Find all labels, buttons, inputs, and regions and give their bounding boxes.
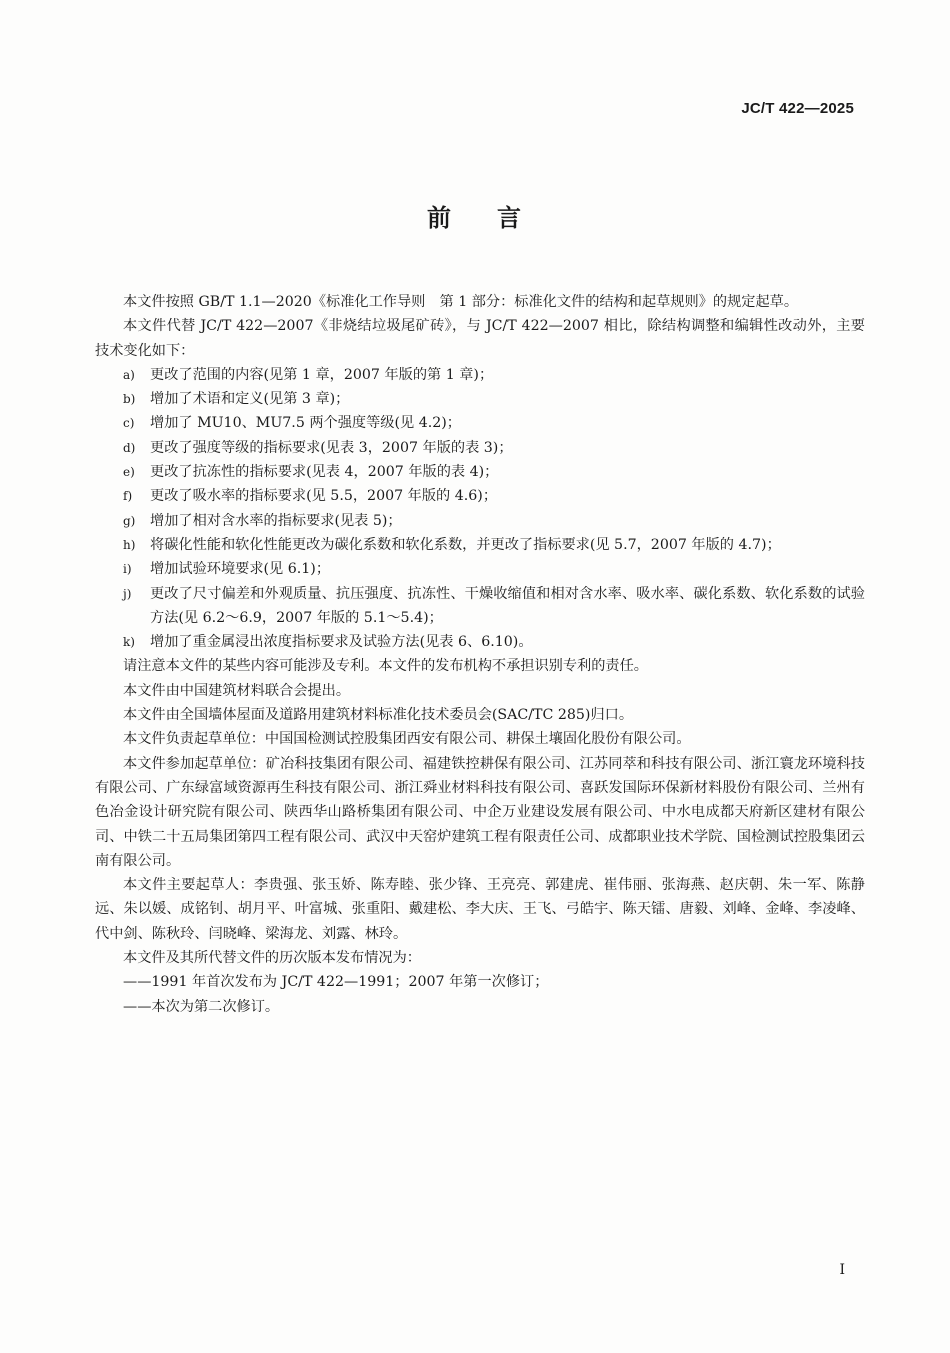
list-item [95, 411, 865, 435]
preface-body [95, 290, 865, 1019]
list-text: 增加了重金属浸出浓度指标要求及试验方法(见表 6、6.10)。 [150, 634, 533, 651]
list-label: k) [123, 635, 135, 650]
standard-code: JC/T 422—2025 [741, 100, 854, 117]
page-title [0, 198, 950, 233]
list-text: 增加了 MU10、MU7.5 两个强度等级(见 4.2)； [150, 415, 461, 432]
paragraph-patent-notice: 请注意本文件的某些内容可能涉及专利。本文件的发布机构不承担识别专利的责任。 [123, 658, 648, 675]
paragraph-main-drafters: 本文件主要起草人：李贵强、张玉娇、陈寿睦、张少锋、王亮亮、郭建虎、崔伟丽、张海燕、赵庆朝、朱一军、陈静远、朱以媛、成铭钊、胡月平、叶富城、张重阳、戴建松、李大庆、王飞、弓皓宇、陈天镭、唐毅、刘峰、金峰、李凌峰、代中剑、陈秋玲、闫晓峰、梁海龙、刘露、林玲。 [95, 877, 865, 942]
list-item [95, 484, 865, 508]
list-item [95, 436, 865, 460]
paragraph-participating-drafters: 本文件参加起草单位：矿冶科技集团有限公司、福建铁控耕保有限公司、江苏同萃和科技有限公司、浙江寰龙环境科技有限公司、广东绿富域资源再生科技有限公司、浙江舜业材料科技有限公司、喜跃发国际环保新材料股份有限公司、兰州有色冶金设计研究院有限公司、陕西华山路桥集团有限公司、中企万业建设发展有限公司、中水电成都天府新区建材有限公司、中铁二十五局集团第四工程有限公司、武汉中天窑炉建筑工程有限责任公司、成都职业技术学院、国检测试控股集团云南有限公司。 [95, 755, 865, 869]
list-label: i) [123, 562, 132, 577]
page-number: I [839, 1262, 845, 1278]
list-text: 增加了相对含水率的指标要求(见表 5)； [150, 512, 402, 529]
list-item [95, 460, 865, 484]
list-label: e) [123, 465, 135, 480]
list-item [95, 533, 865, 557]
list-item [95, 582, 865, 631]
list-item [95, 557, 865, 581]
list-text: 更改了强度等级的指标要求(见表 3，2007 年版的表 3)； [150, 439, 513, 456]
paragraph-drafting-rules: 本文件按照 GB/T 1.1—2020《标准化工作导则 第 1 部分：标准化文件的结构和起草规则》的规定起草。 [123, 294, 799, 310]
list-item [95, 509, 865, 533]
history-item: ——1991 年首次发布为 JC/T 422—1991；2007 年第一次修订； [123, 974, 549, 991]
list-text: 更改了吸水率的指标要求(见 5.5，2007 年版的 4.6)； [150, 488, 498, 505]
list-label: a) [123, 367, 135, 382]
paragraph-replaces: 本文件代替 JC/T 422—2007《非烧结垃圾尾矿砖》，与 JC/T 422—2007 相比，除结构调整和编辑性改动外，主要技术变化如下： [95, 318, 865, 359]
list-item [95, 363, 865, 387]
list-label: j) [123, 586, 132, 601]
list-label: c) [123, 416, 135, 431]
title-char-1: 前 [427, 204, 453, 232]
list-label: g) [123, 513, 136, 528]
paragraph-lead-drafters: 本文件负责起草单位：中国国检测试控股集团西安有限公司、耕保土壤固化股份有限公司。 [123, 731, 691, 748]
changes-list [95, 363, 865, 655]
paragraph-under-jurisdiction: 本文件由全国墙体屋面及道路用建筑材料标准化技术委员会(SAC/TC 285)归口。 [123, 707, 634, 724]
list-label: b) [123, 392, 136, 407]
history-item: ——本次为第二次修订。 [123, 998, 280, 1015]
list-item [95, 387, 865, 411]
list-label: d) [123, 440, 136, 455]
title-char-2: 言 [497, 204, 523, 232]
paragraph-version-history: 本文件及其所代替文件的历次版本发布情况为： [123, 950, 421, 967]
list-text: 增加试验环境要求(见 6.1)； [150, 561, 331, 578]
list-text: 将碳化性能和软化性能更改为碳化系数和软化系数，并更改了指标要求(见 5.7，2007 年版的 4.7)； [150, 536, 781, 553]
list-text: 更改了尺寸偏差和外观质量、抗压强度、抗冻性、干燥收缩值和相对含水率、吸水率、碳化系数、软化系数的试验方法(见 6.2～6.9，2007 年版的 5.1～5.4)； [150, 585, 865, 626]
paragraph-proposed-by: 本文件由中国建筑材料联合会提出。 [123, 682, 351, 699]
list-text: 更改了抗冻性的指标要求(见表 4，2007 年版的表 4)； [150, 464, 499, 481]
list-label: f) [123, 489, 133, 504]
list-item [95, 630, 865, 654]
list-label: h) [123, 537, 136, 552]
list-text: 更改了范围的内容(见第 1 章，2007 年版的第 1 章)； [150, 366, 494, 383]
list-text: 增加了术语和定义(见第 3 章)； [150, 391, 350, 408]
